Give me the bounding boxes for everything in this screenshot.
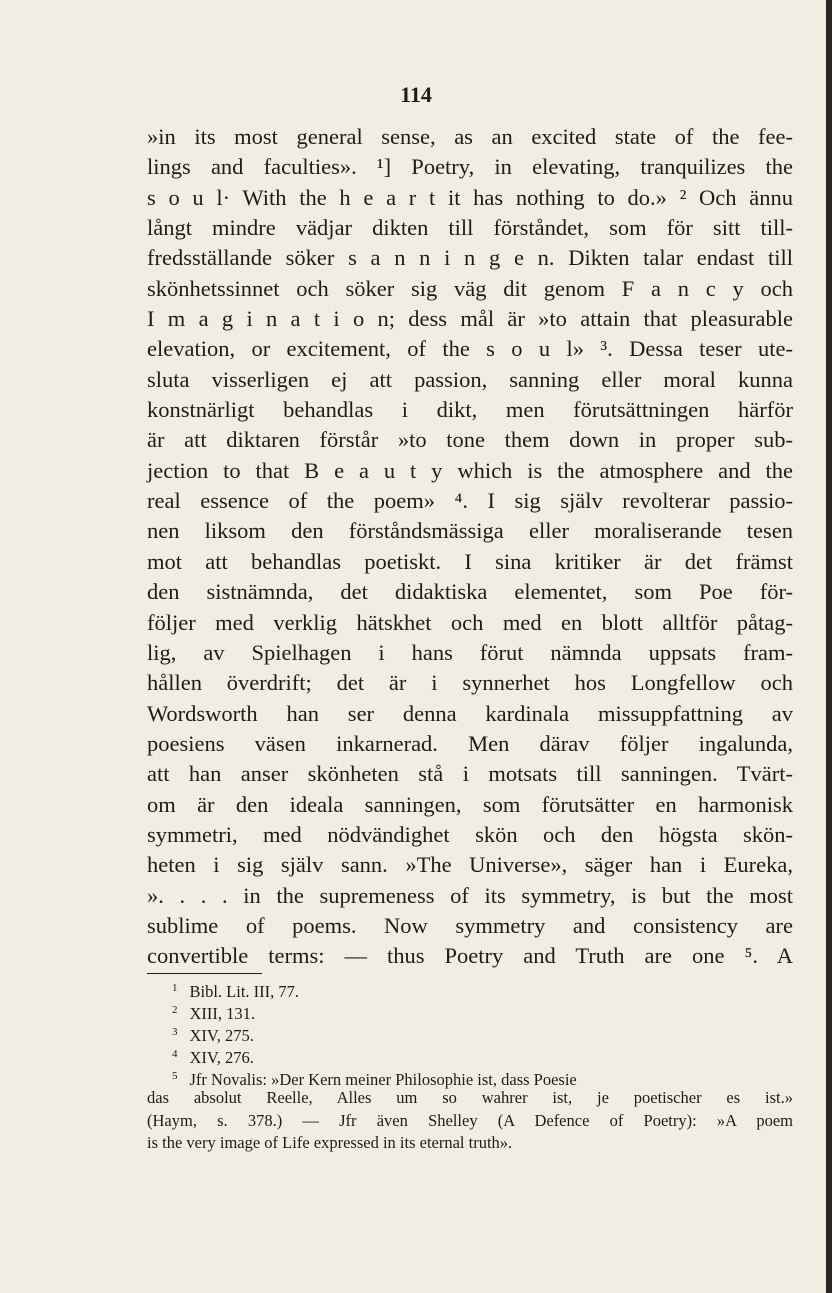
text-line: sluta visserligen ej att passion, sanning eller moral kunna (147, 366, 793, 392)
text-line: poesiens väsen inkarnerad. Men därav följer ingalunda, (147, 730, 793, 756)
footnote-continuation-line: das absolut Reelle, Alles um so wahrer ist, je poetischer es ist.» (147, 1088, 793, 1108)
text-line: fredsställande söker s a n n i n g e n. Dikten talar endast till (147, 245, 793, 271)
footnote-text: XIV, 276. (189, 1048, 254, 1068)
text-line: Wordsworth han ser denna kardinala missuppfattning av (147, 700, 793, 726)
text-line: skönhetssinnet och söker sig väg dit genom F a n c y och (147, 275, 793, 301)
text-line: mot att behandlas poetiskt. I sina kritiker är det främst (147, 548, 793, 574)
text-line: s o u l· With the h e a r t it has nothing to do.» ² Och ännu (147, 184, 793, 210)
footnote (147, 1065, 793, 1090)
footnote (147, 977, 793, 999)
text-line: är att diktaren förstår »to tone them down in proper sub- (147, 427, 793, 453)
footnote-continuation-line: is the very image of Life expressed in its eternal truth». (147, 1132, 513, 1152)
footnote (147, 1043, 793, 1068)
page-number: 114 (400, 82, 432, 107)
text-line: real essence of the poem» ⁴. I sig själv revolterar passio- (147, 488, 793, 514)
text-line: »in its most general sense, as an excited state of the fee- (147, 124, 793, 149)
footnote-number: 2 (172, 1004, 178, 1017)
body-text (147, 122, 793, 972)
text-line: ». . . . in the supremeness of its symmetry, is but the most (147, 882, 793, 908)
text-line: långt mindre vädjar dikten till förståndet, som för sitt till- (147, 215, 793, 241)
footnote-number: 1 (172, 982, 178, 994)
text-line: nen liksom den förståndsmässiga eller moraliserande tesen (147, 518, 793, 544)
footnote-text: XIV, 275. (189, 1026, 254, 1046)
text-line: I m a g i n a t i o n; dess mål är »to attain that pleasurable (147, 306, 793, 332)
text-line: sublime of poems. Now symmetry and consistency are (147, 912, 793, 938)
text-line: jection to that B e a u t y which is the atmosphere and the (147, 457, 793, 483)
footnote-continuation-line: (Haym, s. 378.) — Jfr även Shelley (A Defence of Poetry): »A poem (147, 1110, 793, 1130)
footnote-number: 3 (172, 1026, 178, 1039)
text-line: lings and faculties». ¹] Poetry, in elevating, tranquilizes the (147, 154, 793, 180)
text-line: symmetri, med nödvändighet skön och den högsta skön- (147, 821, 793, 847)
footnote-text: Jfr Novalis: »Der Kern meiner Philosophie ist, dass Poesie (189, 1070, 577, 1090)
text-line: heten i sig själv sann. »The Universe», säger han i Eureka, (147, 852, 793, 878)
text-line: konstnärligt behandlas i dikt, men förutsättningen härför (147, 397, 793, 423)
text-line: hållen överdrift; det är i synnerhet hos Longfellow och (147, 670, 793, 696)
footnote-number: 5 (172, 1070, 178, 1083)
page-edge-shadow (826, 0, 832, 1293)
text-line: lig, av Spielhagen i hans förut nämnda uppsats fram- (147, 639, 793, 665)
footnote-text: Bibl. Lit. III, 77. (189, 982, 300, 1001)
footnote (147, 999, 793, 1024)
footnote (147, 1021, 793, 1046)
text-line: convertible terms: — thus Poetry and Truth are one ⁵. A (147, 943, 793, 969)
footnote-number: 4 (172, 1048, 178, 1061)
footnote-text: XIII, 131. (189, 1004, 256, 1024)
footnotes (147, 977, 793, 1154)
text-line: om är den ideala sanningen, som förutsätter en harmonisk (147, 791, 793, 817)
text-line: elevation, or excitement, of the s o u l» ³. Dessa teser ute- (147, 336, 793, 362)
text-line: att han anser skönheten stå i motsats till sanningen. Tvärt- (147, 761, 793, 787)
text-line: den sistnämnda, det didaktiska elementet, som Poe för- (147, 579, 793, 605)
text-line: följer med verklig hätskhet och med en blott alltför påtag- (147, 609, 793, 635)
footnote-rule (147, 973, 262, 974)
